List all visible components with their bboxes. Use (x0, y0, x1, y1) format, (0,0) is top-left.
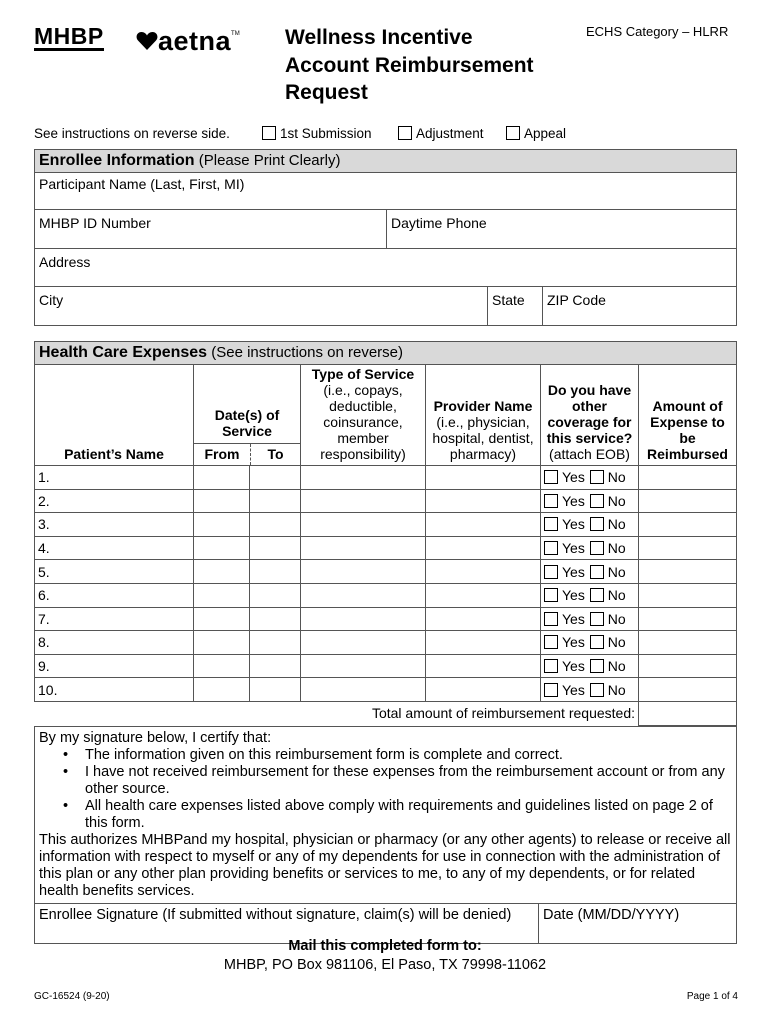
to-date-cell[interactable] (250, 607, 301, 631)
patient-name-cell[interactable]: 4. (35, 536, 194, 560)
city-field[interactable]: City (35, 287, 488, 325)
amount-cell[interactable] (639, 583, 737, 607)
table-row (35, 560, 737, 584)
expenses-rows (35, 466, 737, 702)
state-field[interactable]: State (488, 287, 543, 325)
city-state-zip-row (35, 287, 736, 325)
other-coverage-cell: Yes No (541, 513, 639, 537)
certification-item: • I have not received reimbursement for these expenses from the reimbursement account or from any other source. (39, 764, 732, 798)
aetna-logo: aetna TM (136, 27, 240, 55)
expenses-section-header: Health Care Expenses (See instructions on reverse) (34, 341, 737, 364)
table-row (35, 536, 737, 560)
other-coverage-cell: Yes No (541, 631, 639, 655)
from-date-cell[interactable] (194, 513, 250, 537)
other-coverage-cell: Yes No (541, 678, 639, 702)
amount-cell[interactable] (639, 607, 737, 631)
type-of-service-header: Type of Service (i.e., copays, deductible, coinsurance, member responsibility) (301, 365, 426, 466)
type-of-service-cell[interactable] (301, 513, 426, 537)
type-of-service-cell[interactable] (301, 678, 426, 702)
from-date-cell[interactable] (194, 678, 250, 702)
authorization-text: This authorizes MHBPand my hospital, physician or pharmacy (or any other agents) to release or receive all information with respect to myself or any of my dependents for use in connection with the administration of this plan or any other plan providing benefits or services to me, to any of my dependents, or for related health benefits services. (39, 831, 731, 899)
appeal-option[interactable]: Appeal (506, 126, 566, 141)
certification-item: • All health care expenses listed above comply with requirements and guidelines listed on page 2 of this form. (39, 798, 732, 832)
from-date-cell[interactable] (194, 607, 250, 631)
yes-checkbox[interactable] (544, 565, 558, 579)
certification-text: By my signature below, I certify that: • The information given on this reimbursement form is complete and correct. • I have not received reimbursement for these expenses from the reimbursement account or from any other source. • All health care expenses listed above comply with requirements and guidelines listed on page 2 of this form. This authorizes MHBPand my hospital, physician or pharmacy (or any other agents) to release or receive all information with respect to myself or any of my dependents for use in connection with the administration of this plan or any other plan providing benefits or services to me, to any of my dependents, or for related health benefits services. (35, 727, 736, 903)
from-date-cell[interactable] (194, 583, 250, 607)
daytime-phone-field[interactable]: Daytime Phone (391, 215, 487, 231)
no-checkbox[interactable] (590, 635, 604, 649)
mhbp-id-field[interactable]: MHBP ID Number (35, 210, 387, 248)
from-date-cell[interactable] (194, 654, 250, 678)
from-header: From (204, 446, 240, 462)
provider-name-cell[interactable] (426, 560, 541, 584)
other-coverage-cell: Yes No (541, 583, 639, 607)
first-submission-option[interactable]: 1st Submission (262, 126, 372, 141)
first-submission-checkbox[interactable] (262, 126, 276, 140)
appeal-checkbox[interactable] (506, 126, 520, 140)
table-row (35, 654, 737, 678)
amount-header: Amount of Expense to be Reimbursed (639, 365, 737, 466)
yes-checkbox[interactable] (544, 659, 558, 673)
type-of-service-cell[interactable] (301, 631, 426, 655)
provider-name-cell[interactable] (426, 513, 541, 537)
yes-checkbox[interactable] (544, 588, 558, 602)
no-checkbox[interactable] (590, 541, 604, 555)
total-row (35, 701, 737, 725)
patient-name-cell[interactable]: 8. (35, 631, 194, 655)
patient-name-cell[interactable]: 9. (35, 654, 194, 678)
type-of-service-cell[interactable] (301, 560, 426, 584)
no-checkbox[interactable] (590, 517, 604, 531)
yes-checkbox[interactable] (544, 683, 558, 697)
table-row (35, 489, 737, 513)
no-checkbox[interactable] (590, 588, 604, 602)
no-checkbox[interactable] (590, 659, 604, 673)
expenses-section (34, 341, 737, 944)
patient-name-cell[interactable]: 2. (35, 489, 194, 513)
to-date-cell[interactable] (250, 489, 301, 513)
table-row (35, 607, 737, 631)
type-of-service-cell[interactable] (301, 489, 426, 513)
page-number: Page 1 of 4 (686, 991, 738, 1002)
table-row (35, 678, 737, 702)
to-date-cell[interactable] (250, 560, 301, 584)
enrollee-section (34, 149, 737, 326)
to-date-cell[interactable] (250, 583, 301, 607)
yes-checkbox[interactable] (544, 541, 558, 555)
certification-list (39, 747, 732, 832)
table-row (35, 583, 737, 607)
amount-cell[interactable] (639, 654, 737, 678)
yes-checkbox[interactable] (544, 635, 558, 649)
form-number: GC-16524 (9-20) (34, 991, 110, 1002)
mhbp-logo: MHBP (34, 23, 104, 49)
no-checkbox[interactable] (590, 470, 604, 484)
zip-field[interactable]: ZIP Code (547, 292, 606, 308)
patient-name-header: Patient’s Name (35, 365, 194, 466)
patient-name-cell[interactable]: 3. (35, 513, 194, 537)
to-date-cell[interactable] (250, 466, 301, 490)
yes-checkbox[interactable] (544, 470, 558, 484)
expenses-table (34, 364, 737, 726)
other-coverage-cell: Yes No (541, 560, 639, 584)
yes-checkbox[interactable] (544, 494, 558, 508)
signature-field[interactable]: Enrollee Signature (If submitted without signature, claim(s) will be denied) (35, 904, 539, 943)
amount-cell[interactable] (639, 631, 737, 655)
patient-name-cell[interactable]: 1. (35, 466, 194, 490)
provider-name-cell[interactable] (426, 607, 541, 631)
participant-name-field[interactable]: Participant Name (Last, First, MI) (35, 173, 736, 210)
to-date-cell[interactable] (250, 678, 301, 702)
provider-name-cell[interactable] (426, 654, 541, 678)
no-checkbox[interactable] (590, 494, 604, 508)
id-phone-row (35, 210, 736, 249)
provider-name-header: Provider Name (i.e., physician, hospital, dentist, pharmacy) (426, 365, 541, 466)
to-header: To (250, 444, 300, 465)
provider-name-cell[interactable] (426, 536, 541, 560)
other-coverage-cell: Yes No (541, 536, 639, 560)
to-date-cell[interactable] (250, 536, 301, 560)
other-coverage-cell: Yes No (541, 489, 639, 513)
certification-section (34, 726, 737, 944)
dates-header (194, 365, 301, 466)
mail-info: Mail this completed form to: MHBP, PO Box 981106, El Paso, TX 79998-11062 (223, 938, 547, 973)
from-date-cell[interactable] (194, 560, 250, 584)
provider-name-cell[interactable] (426, 466, 541, 490)
from-date-cell[interactable] (194, 489, 250, 513)
amount-cell[interactable] (639, 536, 737, 560)
amount-cell[interactable] (639, 466, 737, 490)
yes-checkbox[interactable] (544, 517, 558, 531)
enrollee-section-header: Enrollee Information (Please Print Clearly) (35, 150, 736, 173)
provider-name-cell[interactable] (426, 583, 541, 607)
from-date-cell[interactable] (194, 631, 250, 655)
dates-of-service-label: Date(s) of Service (194, 407, 300, 444)
patient-name-cell[interactable]: 5. (35, 560, 194, 584)
total-amount-cell[interactable] (639, 701, 737, 725)
amount-cell[interactable] (639, 489, 737, 513)
provider-name-cell[interactable] (426, 678, 541, 702)
other-coverage-cell: Yes No (541, 607, 639, 631)
instructions-note: See instructions on reverse side. (34, 126, 230, 141)
heart-icon (136, 31, 158, 51)
provider-name-cell[interactable] (426, 489, 541, 513)
adjustment-checkbox[interactable] (398, 126, 412, 140)
form-title: Wellness Incentive Account Reimbursement Request (285, 26, 534, 104)
other-coverage-cell: Yes No (541, 654, 639, 678)
adjustment-option[interactable]: Adjustment (398, 126, 484, 141)
other-coverage-header: Do you have other coverage for this service? (attach EOB) (541, 365, 639, 466)
table-row (35, 466, 737, 490)
amount-cell[interactable] (639, 513, 737, 537)
from-date-cell[interactable] (194, 466, 250, 490)
total-label: Total amount of reimbursement requested: (35, 701, 639, 725)
no-checkbox[interactable] (590, 683, 604, 697)
table-row (35, 631, 737, 655)
type-of-service-cell[interactable] (301, 583, 426, 607)
echs-category: ECHS Category – HLRR (586, 24, 729, 39)
address-field[interactable]: Address (35, 249, 736, 287)
type-of-service-cell[interactable] (301, 466, 426, 490)
type-of-service-cell[interactable] (301, 536, 426, 560)
provider-name-cell[interactable] (426, 631, 541, 655)
patient-name-cell[interactable]: 10. (35, 678, 194, 702)
from-date-cell[interactable] (194, 536, 250, 560)
no-checkbox[interactable] (590, 565, 604, 579)
type-of-service-cell[interactable] (301, 654, 426, 678)
table-row (35, 513, 737, 537)
other-coverage-cell: Yes No (541, 466, 639, 490)
amount-cell[interactable] (639, 678, 737, 702)
amount-cell[interactable] (639, 560, 737, 584)
to-date-cell[interactable] (250, 654, 301, 678)
no-checkbox[interactable] (590, 612, 604, 626)
submission-row (34, 126, 230, 141)
date-field[interactable]: Date (MM/DD/YYYY) (543, 906, 680, 923)
type-of-service-cell[interactable] (301, 607, 426, 631)
to-date-cell[interactable] (250, 513, 301, 537)
patient-name-cell[interactable]: 6. (35, 583, 194, 607)
certification-item: • The information given on this reimbursement form is complete and correct. (39, 747, 732, 764)
yes-checkbox[interactable] (544, 612, 558, 626)
patient-name-cell[interactable]: 7. (35, 607, 194, 631)
to-date-cell[interactable] (250, 631, 301, 655)
